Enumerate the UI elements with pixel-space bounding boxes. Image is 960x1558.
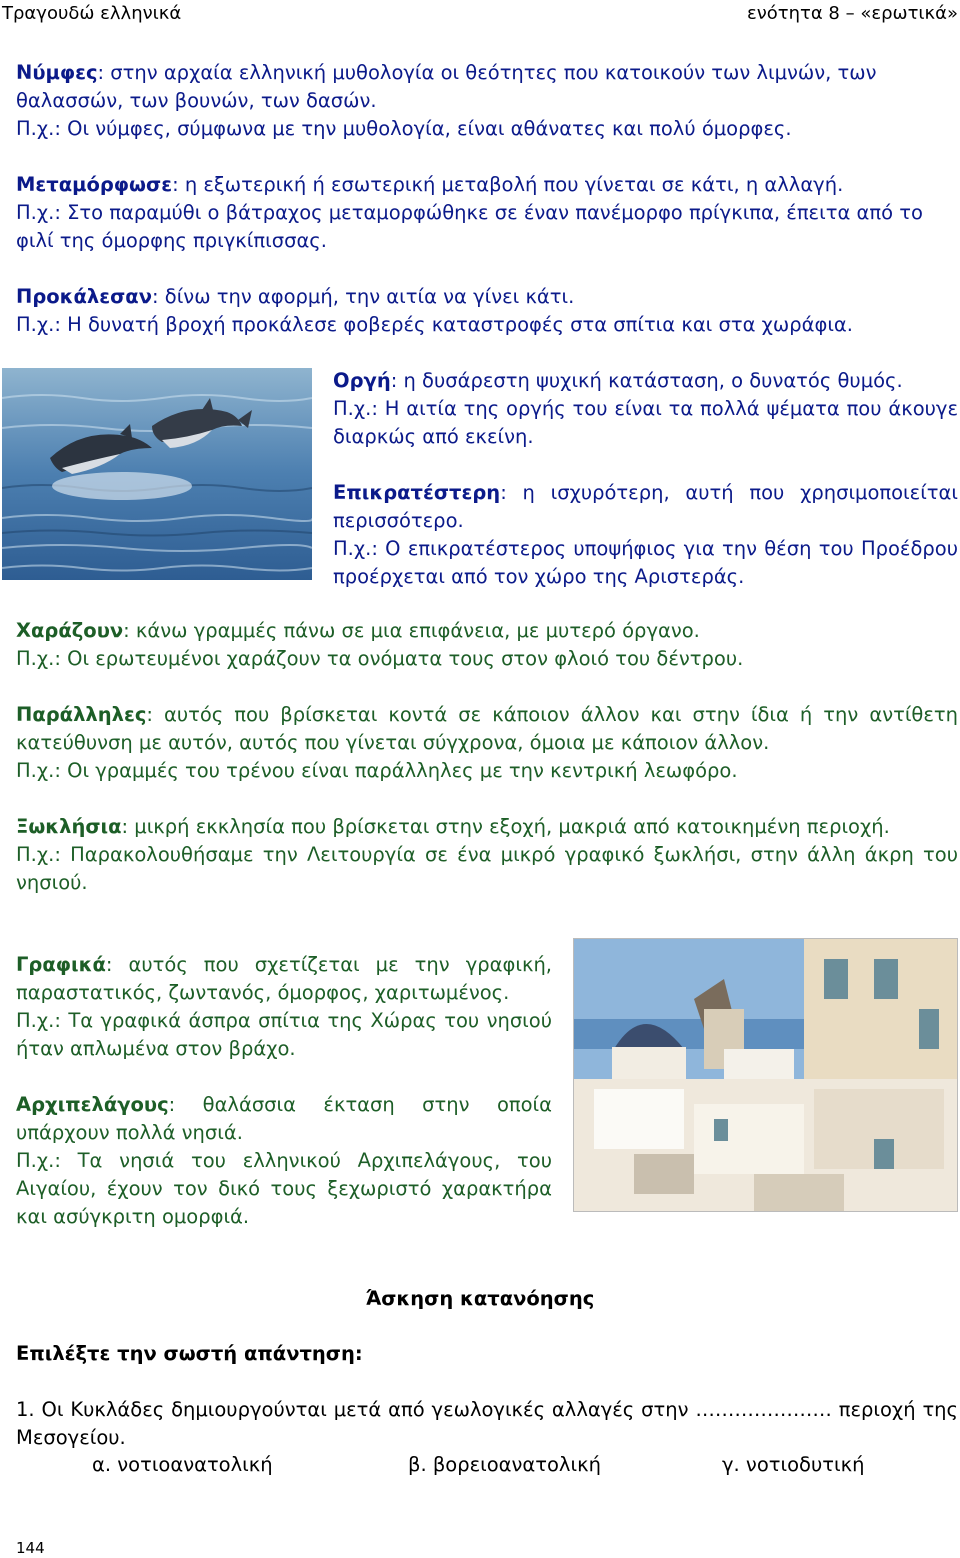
glossary-entry (333, 479, 958, 591)
glossary-term: Οργή (333, 369, 391, 392)
page-number: 144 (16, 1539, 45, 1557)
santorini-illustration (574, 939, 957, 1211)
glossary-example: Π.χ.: Παρακολουθήσαμε την Λειτουργία σε ένα μικρό γραφικό ξωκλήσι, στην άλλη άκρη του νησιού. (16, 843, 958, 894)
header-book-title: Τραγουδώ ελληνικά (2, 3, 182, 24)
glossary-example: Π.χ.: Η δυνατή βροχή προκάλεσε φοβερές καταστροφές στα σπίτια και στα χωράφια. (16, 313, 853, 336)
glossary-entry (16, 813, 958, 897)
answer-option[interactable]: β. βορειοανατολική (408, 1453, 601, 1476)
glossary-definition: : η ισχυρότερη, αυτή που χρησιμοποιείται περισσότερο. (333, 481, 958, 532)
glossary-definition: : θαλάσσια έκταση στην οποία υπάρχουν πολλά νησιά. (16, 1093, 552, 1144)
answer-option[interactable]: γ. νοτιοδυτική (722, 1453, 865, 1476)
answer-option[interactable]: α. νοτιοανατολική (92, 1453, 273, 1476)
glossary-term: Χαράζουν (16, 619, 124, 642)
glossary-entry (16, 283, 958, 339)
glossary-example: Π.χ.: Τα νησιά του ελληνικού Αρχιπελάγους, του Αιγαίου, έχουν τον δικό τους ξεχωριστό χαρακτήρα και ασύγκριτη ομορφιά. (16, 1149, 552, 1228)
glossary-term: Προκάλεσαν (16, 285, 152, 308)
glossary-entry (16, 171, 958, 255)
glossary-term: Αρχιπελάγους (16, 1093, 169, 1116)
glossary-definition: : κάνω γραμμές πάνω σε μια επιφάνεια, με μυτερό όργανο. (123, 619, 700, 642)
glossary-entry (16, 1091, 552, 1231)
glossary-example: Π.χ.: Τα γραφικά άσπρα σπίτια της Χώρας του νησιού ήταν απλωμένα στον βράχο. (16, 1009, 552, 1060)
dolphins-photo (2, 368, 312, 580)
glossary-definition: : η δυσάρεστη ψυχική κατάσταση, ο δυνατός θυμός. (390, 369, 903, 392)
glossary-definition: : αυτός που σχετίζεται με την γραφική, παραστατικός, ζωντανός, όμορφος, χαριτωμένος. (16, 953, 552, 1004)
glossary-term: Ξωκλήσια (16, 815, 122, 838)
santorini-photo (573, 938, 958, 1212)
glossary-definition: : στην αρχαία ελληνική μυθολογία οι θεότητες που κατοικούν των λιμνών, των θαλασσών, των βουνών, των δασών. (16, 61, 877, 112)
page-header (0, 2, 960, 26)
glossary-definition: : μικρή εκκλησία που βρίσκεται στην εξοχή, μακριά από κατοικημένη περιοχή. (121, 815, 890, 838)
glossary-definition: : αυτός που βρίσκεται κοντά σε κάποιον άλλον και στην ίδια ή την αντίθετη κατεύθυνση με αυτόν, αυτός που γίνεται σύγχρονα, όμοια με κάποιον άλλον. (16, 703, 958, 754)
glossary-entry (16, 617, 958, 673)
glossary-term: Νύμφες (16, 61, 98, 84)
glossary-entry (16, 951, 552, 1063)
glossary-example: Π.χ.: Οι νύμφες, σύμφωνα με την μυθολογία, είναι αθάνατες και πολύ όμορφες. (16, 117, 792, 140)
glossary-entry (16, 59, 958, 143)
exercise-instruction: Επιλέξτε την σωστή απάντηση: (16, 1342, 363, 1365)
glossary-term: Παράλληλες (16, 703, 147, 726)
dolphins-illustration (2, 368, 312, 580)
exercise-question: 1. Οι Κυκλάδες δημιουργούνται μετά από γεωλογικές αλλαγές στην ………………… περιοχή της Μεσογείου. (16, 1398, 958, 1449)
glossary-definition: : δίνω την αφορμή, την αιτία να γίνει κάτι. (152, 285, 575, 308)
header-unit-title: ενότητα 8 – «ερωτικά» (746, 3, 958, 24)
glossary-entry (16, 701, 958, 785)
glossary-example: Π.χ.: Οι γραμμές του τρένου είναι παράλληλες με την κεντρική λεωφόρο. (16, 759, 738, 782)
glossary-example: Π.χ.: Η αιτία της οργής του είναι τα πολλά ψέματα που άκουγε διαρκώς από εκείνη. (333, 397, 958, 448)
glossary-term: Γραφικά (16, 953, 106, 976)
glossary-example: Π.χ.: Ο επικρατέστερος υποψήφιος για την θέση του Προέδρου προέρχεται από τον χώρο της Αριστεράς. (333, 537, 958, 588)
glossary-example: Π.χ.: Οι ερωτευμένοι χαράζουν τα ονόματα τους στον φλοιό του δέντρου. (16, 647, 744, 670)
glossary-entry (333, 367, 958, 451)
glossary-term: Μεταμόρφωσε (16, 173, 173, 196)
exercise-title: Άσκηση κατανόησης (365, 1287, 595, 1310)
glossary-term: Επικρατέστερη (333, 481, 501, 504)
glossary-example: Π.χ.: Στο παραμύθι ο βάτραχος μεταμορφώθηκε σε έναν πανέμορφο πρίγκιπα, έπειτα από το φιλί της όμορφης πριγκίπισσας. (16, 201, 923, 252)
glossary-definition: : η εξωτερική ή εσωτερική μεταβολή που γίνεται σε κάτι, η αλλαγή. (172, 173, 844, 196)
